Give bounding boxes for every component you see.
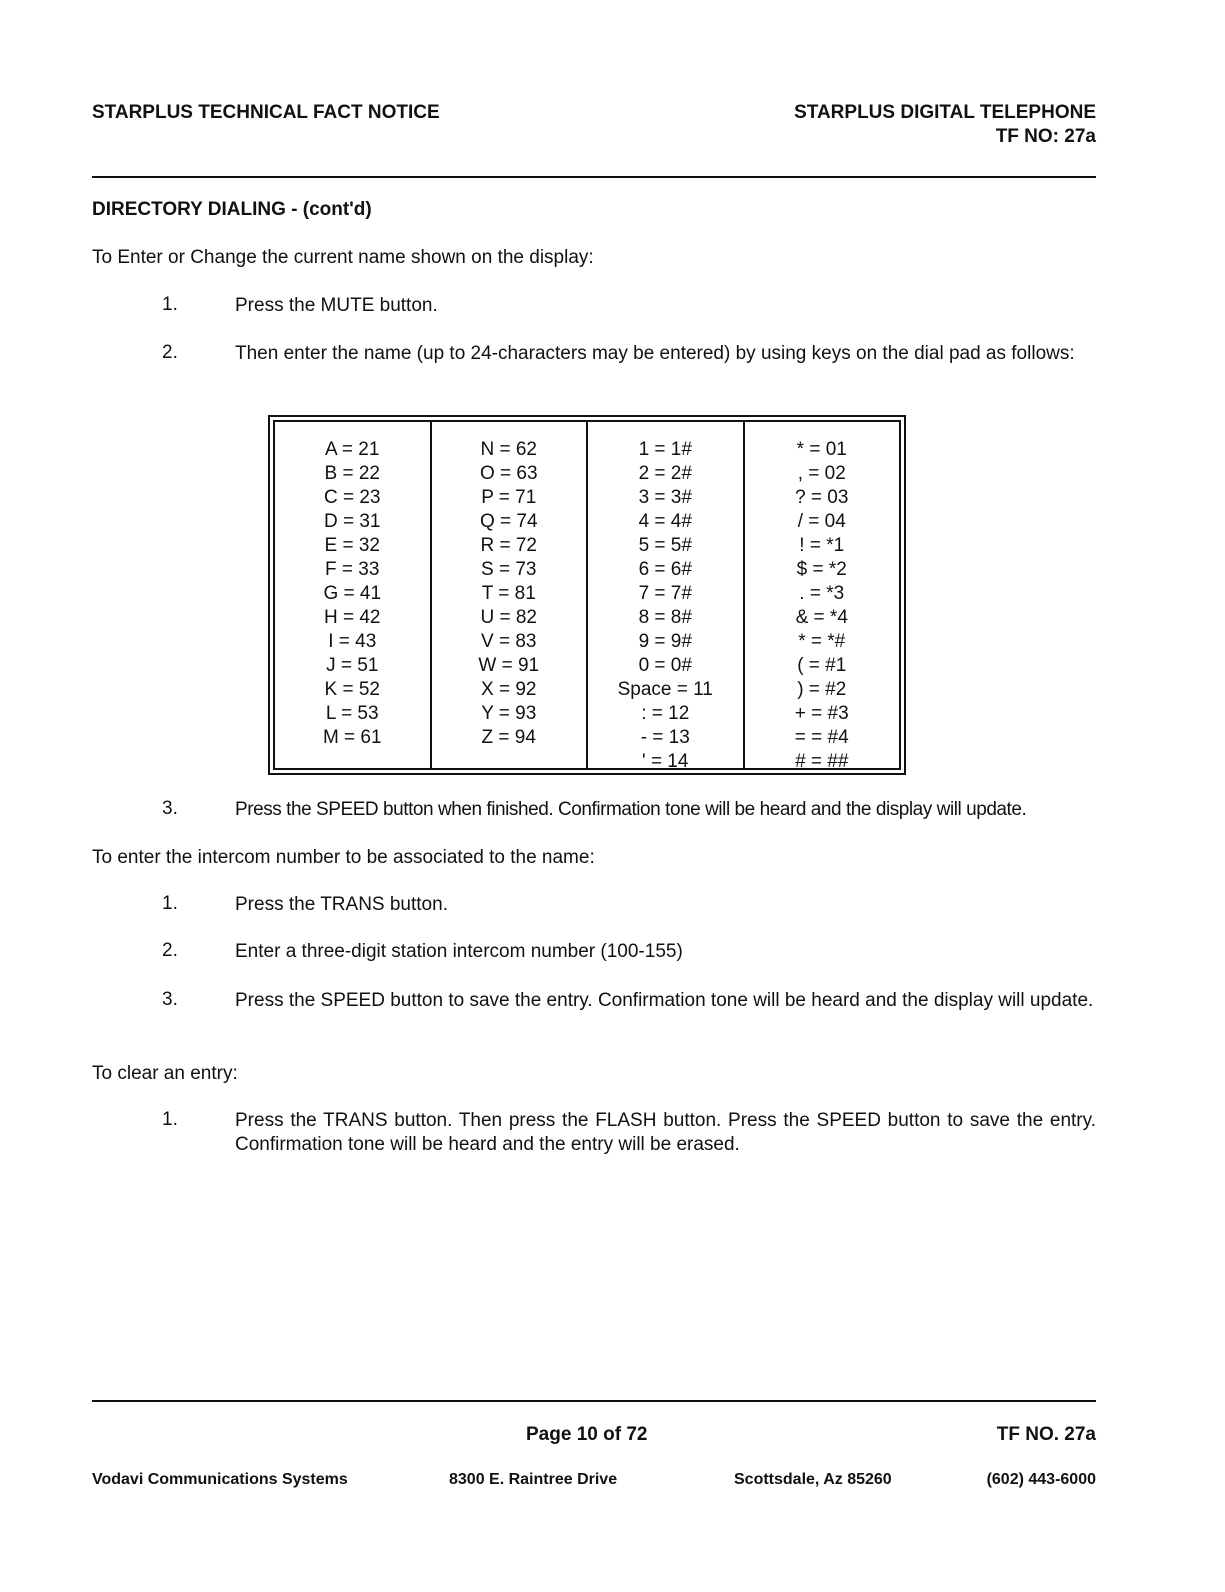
- table-cell: 2 = 2#: [638, 463, 692, 484]
- table-cell: & = *4: [795, 607, 848, 628]
- table-cell: H = 42: [323, 607, 381, 628]
- table-cell: V = 83: [481, 631, 537, 652]
- step-text: Press the SPEED button when finished. Confirmation tone will be heard and the display will update.: [235, 799, 1027, 820]
- table-cell: G = 41: [323, 583, 382, 604]
- footer-address: 8300 E. Raintree Drive: [449, 1471, 618, 1488]
- step-number: 3.: [162, 798, 178, 819]
- table-cell: - = 13: [640, 727, 690, 748]
- table-cell: $ = *2: [796, 559, 847, 580]
- table-cell: ' = 14: [642, 751, 689, 772]
- table-cell: M = 61: [322, 727, 382, 748]
- table-cell: / = 04: [797, 511, 846, 532]
- table-cell: D = 31: [323, 511, 381, 532]
- step-text: Enter a three-digit station intercom number (100-155): [235, 941, 683, 962]
- table-cell: 7 = 7#: [638, 583, 692, 604]
- page-number: Page 10 of 72: [526, 1424, 648, 1445]
- step-number: 1.: [162, 893, 178, 914]
- footer-phone: (602) 443-6000: [986, 1471, 1096, 1488]
- table-cell: ! = *1: [799, 535, 845, 556]
- header-right-title: STARPLUS DIGITAL TELEPHONE: [794, 102, 1096, 123]
- table-cell: * = 01: [796, 439, 847, 460]
- step-text: Press the MUTE button.: [235, 295, 438, 316]
- table-cell: + = #3: [794, 703, 849, 724]
- intro-enter-name: To Enter or Change the current name shown on the display:: [92, 247, 594, 268]
- header-rule: [92, 176, 1096, 178]
- table-cell: S = 73: [481, 559, 537, 580]
- table-cell: 9 = 9#: [638, 631, 692, 652]
- table-column-symbols: [745, 422, 900, 772]
- table-cell: F = 33: [325, 559, 380, 580]
- step-text: Press the SPEED button to save the entry. Confirmation tone will be heard and the display will update.: [235, 990, 1094, 1011]
- table-cell: L = 53: [325, 703, 379, 724]
- table-cell: O = 63: [479, 463, 538, 484]
- table-cell: W = 91: [478, 655, 540, 676]
- table-cell: B = 22: [324, 463, 380, 484]
- table-cell: R = 72: [480, 535, 537, 556]
- table-column-digits: [588, 422, 745, 772]
- table-cell: 3 = 3#: [638, 487, 692, 508]
- step-text: Then enter the name (up to 24-characters may be entered) by using keys on the dial pad as follows:: [235, 343, 1075, 364]
- table-cell: # = ##: [795, 751, 849, 772]
- table-cell: C = 23: [323, 487, 381, 508]
- table-column-n-z: [432, 422, 589, 768]
- table-cell: N = 62: [480, 439, 537, 460]
- footer-tf-number: TF NO. 27a: [996, 1424, 1096, 1445]
- footer-city: Scottsdale, Az 85260: [734, 1471, 892, 1488]
- step-number: 1.: [162, 294, 178, 315]
- table-cell: 1 = 1#: [638, 439, 692, 460]
- step-text: Press the TRANS button.: [235, 894, 448, 915]
- table-cell: = = #4: [794, 727, 849, 748]
- table-cell: . = *3: [799, 583, 845, 604]
- table-cell: E = 32: [324, 535, 380, 556]
- step-number: 3.: [162, 989, 178, 1010]
- table-cell: X = 92: [481, 679, 537, 700]
- table-cell: Q = 74: [479, 511, 538, 532]
- table-cell: Z = 94: [481, 727, 536, 748]
- table-cell: ( = #1: [797, 655, 847, 676]
- table-cell: * = *#: [798, 631, 846, 652]
- table-cell: ? = 03: [795, 487, 849, 508]
- table-cell: 8 = 8#: [638, 607, 692, 628]
- intro-clear: To clear an entry:: [92, 1063, 238, 1084]
- intro-intercom: To enter the intercom number to be associated to the name:: [92, 847, 595, 868]
- table-cell: ) = #2: [797, 679, 847, 700]
- table-cell: 5 = 5#: [638, 535, 692, 556]
- table-cell: : = 12: [641, 703, 690, 724]
- header-left-title: STARPLUS TECHNICAL FACT NOTICE: [92, 102, 440, 123]
- section-title: DIRECTORY DIALING - (cont'd): [92, 199, 372, 220]
- table-cell: Y = 93: [481, 703, 537, 724]
- character-code-table: [268, 415, 906, 775]
- footer-company: Vodavi Communications Systems: [92, 1471, 348, 1488]
- table-cell: I = 43: [328, 631, 377, 652]
- table-cell: T = 81: [481, 583, 536, 604]
- step-number: 2.: [162, 940, 178, 961]
- table-cell: A = 21: [325, 439, 380, 460]
- table-cell: K = 52: [324, 679, 380, 700]
- table-cell: P = 71: [481, 487, 537, 508]
- table-cell: 6 = 6#: [638, 559, 692, 580]
- step-number: 1.: [162, 1109, 178, 1130]
- table-cell: J = 51: [326, 655, 379, 676]
- step-number: 2.: [162, 342, 178, 363]
- step-text: Press the TRANS button. Then press the FLASH button. Press the SPEED button to save the entry. Confirmation tone will be heard and the entry will be erased.: [235, 1110, 1096, 1155]
- table-column-a-m: [275, 422, 432, 768]
- table-cell: Space = 11: [617, 679, 713, 700]
- table-inner-frame: [273, 420, 901, 770]
- table-cell: 4 = 4#: [638, 511, 692, 532]
- footer-rule: [92, 1400, 1096, 1402]
- header-tf-number: TF NO: 27a: [995, 126, 1096, 147]
- table-cell: U = 82: [480, 607, 537, 628]
- table-cell: 0 = 0#: [638, 655, 692, 676]
- table-cell: , = 02: [797, 463, 846, 484]
